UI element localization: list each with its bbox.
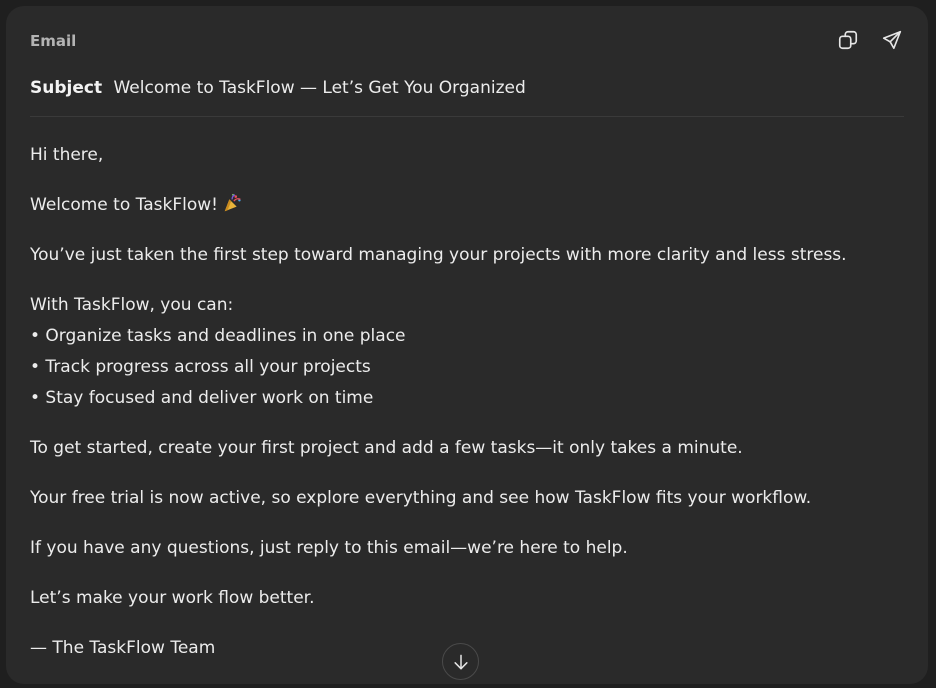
scroll-down-button[interactable] — [442, 643, 479, 680]
email-header — [30, 30, 904, 52]
questions-paragraph: If you have any questions, just reply to this email—we’re here to help. — [30, 538, 628, 558]
welcome-text: Welcome to TaskFlow! — [30, 195, 218, 215]
party-popper-icon — [222, 192, 244, 214]
list-item: • Track progress across all your projects — [30, 357, 371, 377]
get-started-paragraph: To get started, create your first project and add a few tasks—it only takes a minute. — [30, 438, 743, 458]
subject-row — [30, 78, 904, 117]
intro-paragraph: You’ve just taken the first step toward managing your projects with more clarity and less stress. — [30, 245, 847, 265]
email-body — [30, 140, 904, 683]
copy-button[interactable] — [836, 28, 860, 52]
copy-icon — [837, 29, 859, 51]
subject-value: Welcome to TaskFlow — Let’s Get You Organized — [113, 78, 526, 98]
send-button[interactable] — [880, 28, 904, 52]
list-item: • Organize tasks and deadlines in one place — [30, 326, 406, 346]
list-intro: With TaskFlow, you can: — [30, 295, 234, 315]
trial-paragraph: Your free trial is now active, so explore everything and see how TaskFlow fits your workflow. — [30, 488, 812, 508]
subject-label: Subject — [30, 78, 103, 98]
welcome-line — [30, 190, 904, 221]
email-card — [6, 6, 928, 684]
signature: — The TaskFlow Team — [30, 638, 216, 658]
feature-list — [30, 321, 904, 414]
arrow-down-icon — [451, 652, 471, 672]
header-actions — [836, 28, 904, 52]
closing-paragraph: Let’s make your work flow better. — [30, 588, 315, 608]
email-label: Email — [30, 32, 77, 50]
greeting: Hi there, — [30, 145, 104, 165]
list-item: • Stay focused and deliver work on time — [30, 388, 374, 408]
send-icon — [881, 29, 903, 51]
